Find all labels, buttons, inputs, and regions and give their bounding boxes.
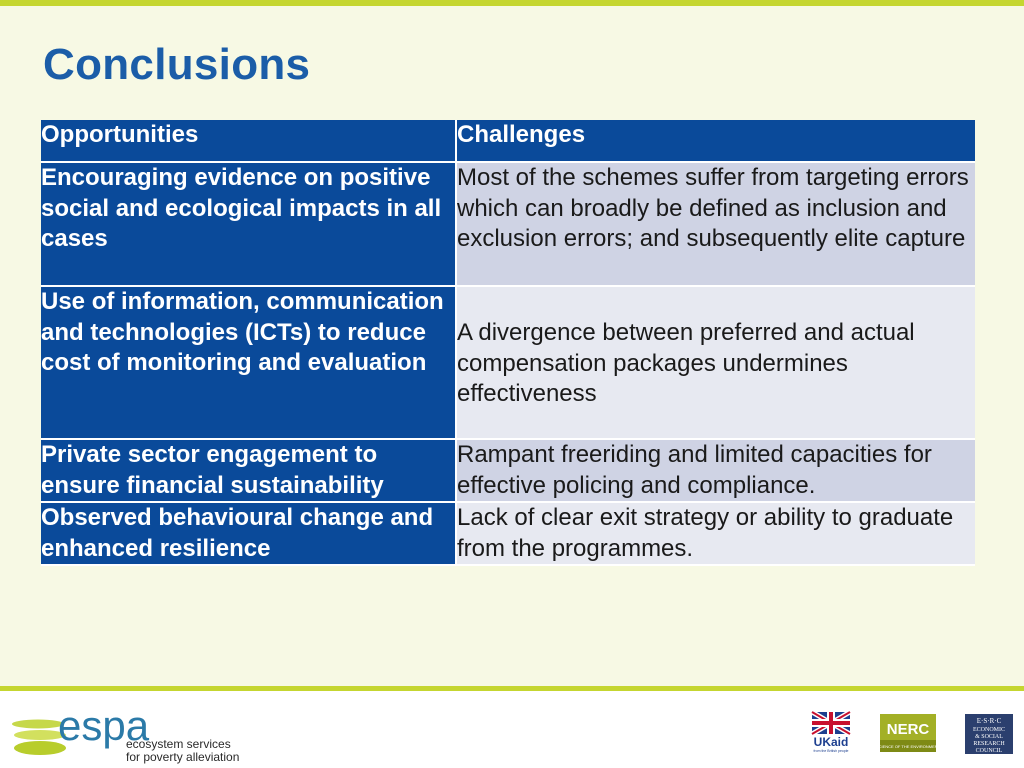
table-row — [41, 287, 975, 440]
challenge-cell: Rampant freeriding and limited capacities for effective policing and compliance. — [457, 440, 975, 503]
esrc-text-2: ECONOMIC — [972, 727, 1006, 733]
opportunities-header: Opportunities — [41, 120, 457, 163]
table-row — [41, 440, 975, 503]
challenge-cell: Lack of clear exit strategy or ability to graduate from the programmes. — [457, 503, 975, 566]
opportunity-cell: Observed behavioural change and enhanced resilience — [41, 503, 457, 566]
nerc-text: NERC — [886, 721, 930, 738]
challenge-cell-wrap — [457, 287, 975, 440]
nerc-subtext: SCIENCE OF THE ENVIRONMENT — [875, 744, 941, 749]
esrc-text-1: E·S·R·C — [976, 717, 1002, 725]
top-accent-bar — [0, 0, 1024, 6]
opportunity-cell: Encouraging evidence on positive social and ecological impacts in all cases — [41, 163, 457, 287]
espa-tagline-1: ecosystem services — [126, 737, 231, 751]
ukaid-text: UKaid — [813, 735, 849, 749]
opportunity-cell: Private sector engagement to ensure financial sustainability — [41, 440, 457, 503]
table-row — [41, 163, 975, 287]
espa-logo — [10, 700, 250, 764]
espa-wordmark: espa — [58, 702, 150, 749]
conclusions-table — [41, 120, 975, 566]
slide-title: Conclusions — [43, 40, 311, 89]
table-row — [41, 503, 975, 566]
espa-tagline-2: for poverty alleviation — [126, 750, 240, 764]
esrc-text-4: RESEARCH — [973, 741, 1005, 747]
nerc-logo — [875, 714, 941, 752]
opportunity-cell: Use of information, communication and technologies (ICTs) to reduce cost of monitoring and evaluation — [41, 287, 457, 440]
challenge-cell: Most of the schemes suffer from targeting errors which can broadly be defined as inclusion and exclusion errors; and subsequently elite capture — [457, 163, 975, 287]
esrc-text-3: & SOCIAL — [975, 734, 1003, 740]
espa-disc-icon — [12, 720, 64, 729]
ukaid-logo — [808, 711, 854, 753]
ukaid-subtext: from the British people — [813, 749, 849, 753]
challenges-header: Challenges — [457, 120, 975, 163]
union-flag-icon — [812, 712, 850, 734]
esrc-logo — [965, 714, 1013, 754]
table-header-row — [41, 120, 975, 163]
challenge-cell: A divergence between preferred and actual compensation packages undermines effectiveness — [457, 319, 915, 407]
esrc-text-5: COUNCIL — [975, 748, 1003, 754]
